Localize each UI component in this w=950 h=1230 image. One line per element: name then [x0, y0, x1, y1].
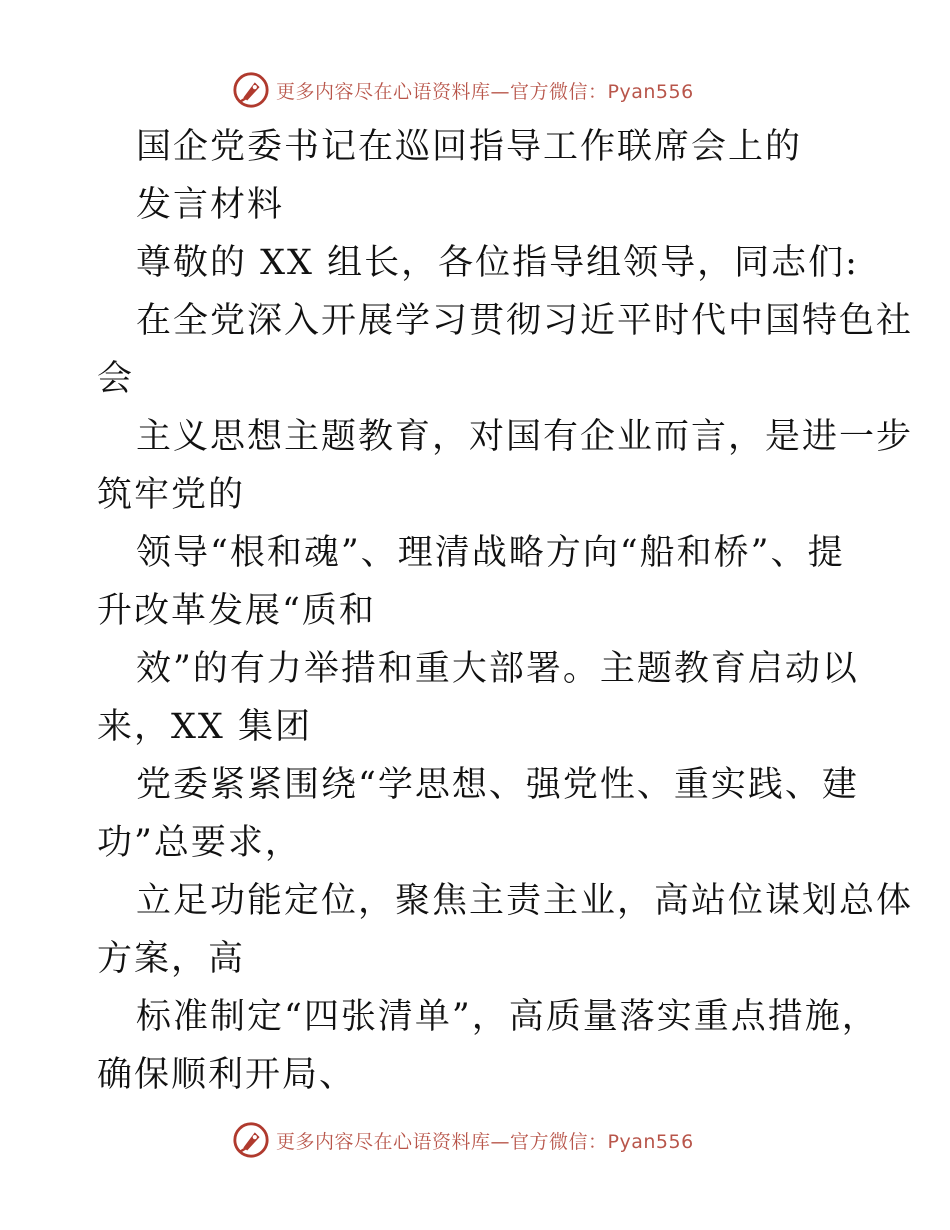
- paragraph-line: 立足功能定位，聚焦主责主业，高站位谋划总体: [136, 881, 914, 921]
- paragraph-line: 升改革发展“质和: [97, 591, 376, 631]
- salutation: 尊敬的 XX 组长，各位指导组领导，同志们:: [136, 243, 859, 283]
- paragraph-line: 标准制定“四张清单”，高质量落实重点措施，: [136, 997, 879, 1037]
- paragraph-line: 领导“根和魂”、理清战略方向“船和桥”、提: [136, 533, 845, 573]
- paragraph-line: 主义思想主题教育，对国有企业而言，是进一步: [136, 417, 914, 457]
- footer-banner: [232, 1118, 694, 1162]
- paragraph-line: 在全党深入开展学习贯彻习近平时代中国特色社: [136, 301, 914, 341]
- document-title-line-2: 发言材料: [136, 185, 285, 225]
- paragraph-line: 党委紧紧围绕“学思想、强党性、重实践、建: [136, 765, 859, 805]
- pen-nib-logo-icon: [232, 1121, 270, 1159]
- paragraph-line: 筑牢党的: [97, 475, 246, 515]
- header-banner-text: 更多内容尽在心语资料库—官方微信：Pyan556: [276, 80, 694, 103]
- document-title-line-1: 国企党委书记在巡回指导工作联席会上的: [136, 127, 803, 167]
- paragraph-line: 方案，高: [97, 939, 246, 979]
- paragraph-line: 来，XX 集团: [97, 707, 312, 747]
- paragraph-line: 功”总要求，: [97, 823, 302, 863]
- paragraph-line: 效”的有力举措和重大部署。主题教育启动以: [136, 649, 859, 689]
- paragraph-line: 确保顺利开局、: [97, 1055, 357, 1095]
- footer-banner-text: 更多内容尽在心语资料库—官方微信：Pyan556: [276, 1130, 694, 1153]
- paragraph-line: 会: [97, 359, 135, 399]
